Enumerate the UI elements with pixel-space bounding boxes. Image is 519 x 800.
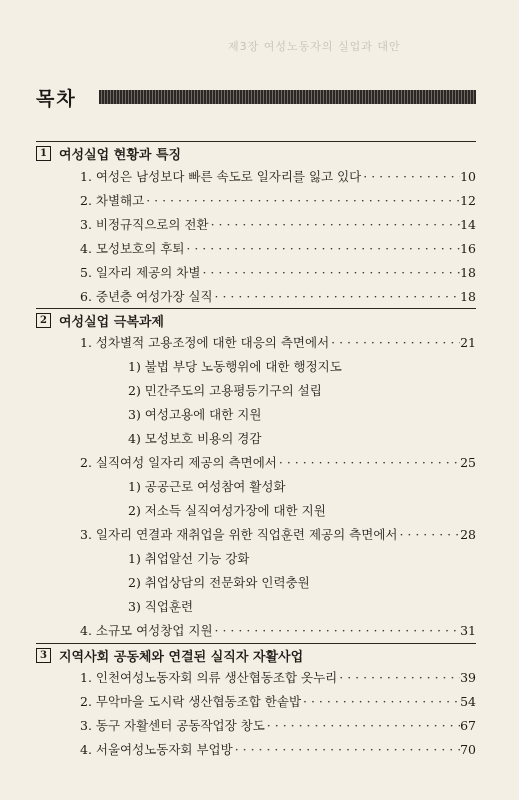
entry-label: 2. 실직여성 일자리 제공의 측면에서: [80, 455, 277, 470]
dot-leader: [209, 217, 461, 232]
toc-entry[interactable]: [80, 692, 476, 712]
toc-entry[interactable]: [80, 263, 476, 283]
dot-leader: [213, 289, 461, 304]
entry-page: 21: [460, 335, 476, 350]
entry-page: 18: [460, 289, 476, 304]
entry-label: 1. 성차별적 고용조정에 대한 대응의 측면에서: [80, 335, 330, 350]
section-number-box: 2: [36, 313, 51, 328]
section-rule: [36, 643, 476, 644]
entry-label: 4. 서울여성노동자회 부업방: [80, 742, 233, 757]
section-heading-3[interactable]: [36, 645, 303, 665]
dot-leader: [233, 742, 460, 757]
dot-leader: [337, 670, 460, 685]
toc-entry[interactable]: [80, 621, 476, 641]
section-rule: [36, 308, 476, 309]
dot-leader: [301, 694, 460, 709]
entry-page: 10: [460, 169, 476, 184]
dot-leader: [144, 193, 460, 208]
entry-page: 67: [460, 718, 476, 733]
entry-page: 28: [460, 527, 476, 542]
toc-entry[interactable]: [80, 215, 476, 235]
toc-entry[interactable]: [80, 191, 476, 211]
dot-leader: [213, 623, 461, 638]
toc-entry[interactable]: [80, 239, 476, 259]
toc-subentry[interactable]: 3) 여성고용에 대한 지원: [128, 407, 262, 422]
toc-entry[interactable]: [80, 716, 476, 736]
entry-label: 3. 비정규직으로의 전환: [80, 217, 209, 232]
entry-page: 12: [460, 193, 476, 208]
dot-leader: [361, 169, 460, 184]
section-title: 지역사회 공동체와 연결된 실직자 자활사업: [59, 649, 304, 665]
dot-leader: [184, 241, 460, 256]
entry-page: 70: [460, 742, 476, 757]
entry-label: 2. 무악마을 도시락 생산협동조합 한솥밥: [80, 694, 302, 709]
dot-leader: [329, 335, 460, 350]
entry-label: 1. 인천여성노동자회 의류 생산협동조합 옷누리: [80, 670, 338, 685]
entry-label: 2. 차별해고: [80, 193, 145, 208]
toc-entry[interactable]: [80, 287, 476, 307]
toc-subentry[interactable]: 1) 취업알선 기능 강화: [128, 551, 250, 566]
entry-page: 25: [460, 455, 476, 470]
section-title: 여성실업 현황과 특징: [59, 147, 182, 163]
entry-page: 14: [460, 217, 476, 232]
entry-label: 3. 일자리 연결과 재취업을 위한 직업훈련 제공의 측면에서: [80, 527, 398, 542]
entry-label: 3. 동구 자활센터 공동작업장 창도: [80, 718, 265, 733]
toc-subentry[interactable]: 1) 불법 부당 노동행위에 대한 행정지도: [128, 359, 342, 374]
running-header: 제3장 여성노동자의 실업과 대안: [228, 40, 401, 53]
toc-entry[interactable]: [80, 740, 476, 760]
entry-page: 18: [460, 265, 476, 280]
toc-entry[interactable]: [80, 668, 476, 688]
section-heading-2[interactable]: [36, 310, 164, 330]
entry-label: 1. 여성은 남성보다 빠른 속도로 일자리를 잃고 있다: [80, 169, 362, 184]
toc-subentry[interactable]: 2) 저소득 실직여성가장에 대한 지원: [128, 503, 326, 518]
dot-leader: [397, 527, 460, 542]
section-rule: [36, 141, 476, 142]
section-number-box: 1: [36, 146, 51, 161]
dot-leader: [265, 718, 460, 733]
toc-subentry[interactable]: 1) 공공근로 여성참여 활성화: [128, 479, 286, 494]
toc-subentry[interactable]: 2) 민간주도의 고용평등기구의 설립: [128, 383, 322, 398]
entry-page: 31: [460, 623, 476, 638]
entry-label: 4. 소규모 여성창업 지원: [80, 623, 213, 638]
toc-entry[interactable]: [80, 333, 476, 353]
entry-label: 6. 중년층 여성가장 실직: [80, 289, 213, 304]
entry-label: 4. 모성보호의 후퇴: [80, 241, 185, 256]
toc-subentry[interactable]: 3) 직업훈련: [128, 599, 194, 614]
section-heading-1[interactable]: [36, 143, 181, 163]
toc-subentry[interactable]: 2) 취업상담의 전문화와 인력충원: [128, 575, 310, 590]
entry-page: 16: [460, 241, 476, 256]
entry-page: 54: [460, 694, 476, 709]
section-number-box: 3: [36, 648, 51, 663]
entry-page: 39: [460, 670, 476, 685]
dot-leader: [277, 455, 460, 470]
toc-entry[interactable]: [80, 525, 476, 545]
dot-leader: [200, 265, 460, 280]
section-title: 여성실업 극복과제: [59, 314, 164, 330]
toc-title: 목차: [36, 88, 77, 110]
toc-entry[interactable]: [80, 453, 476, 473]
toc-entry[interactable]: [80, 167, 476, 187]
toc-subentry[interactable]: 4) 모성보호 비용의 경감: [128, 431, 262, 446]
entry-label: 5. 일자리 제공의 차별: [80, 265, 201, 280]
